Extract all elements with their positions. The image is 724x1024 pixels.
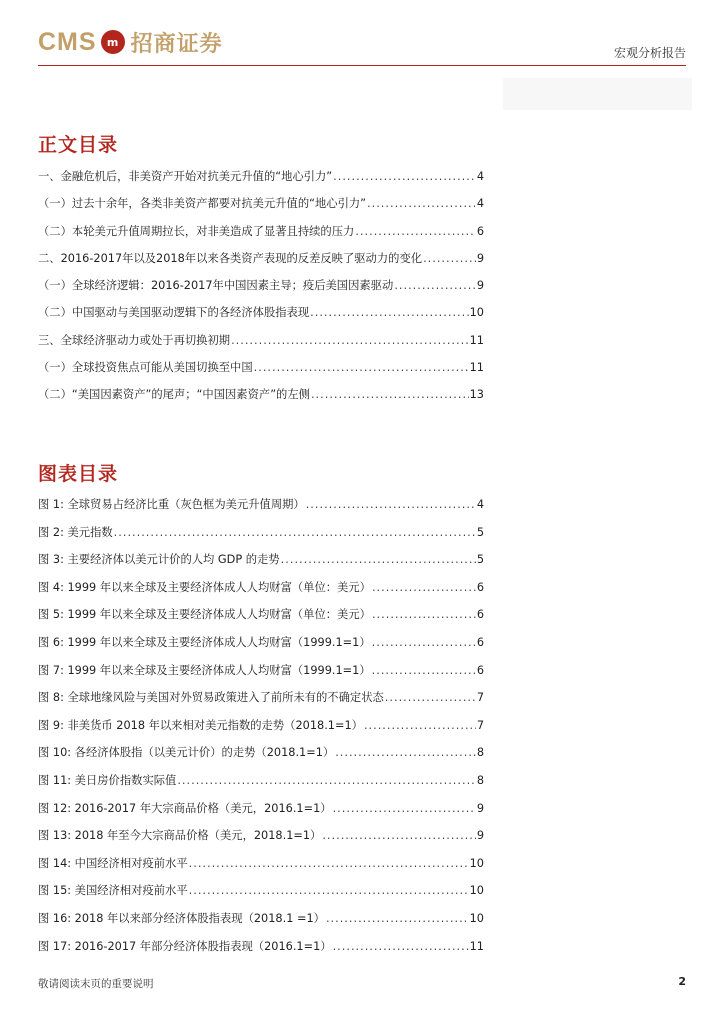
toc-figure-entry[interactable] <box>38 496 484 524</box>
toc-leader-dots <box>423 252 476 265</box>
toc-entry-page: 6 <box>476 663 484 677</box>
toc-entry-page: 10 <box>469 856 484 870</box>
toc-entry-text: 图 15: 美国经济相对疫前水平 <box>38 884 188 898</box>
toc-leader-dots <box>372 636 476 649</box>
toc-main-entry[interactable] <box>38 386 484 413</box>
toc-leader-dots <box>355 225 475 238</box>
toc-entry-text: 图 5: 1999 年以来全球及主要经济体成人人均财富（单位：美元） <box>38 608 371 622</box>
toc-entry-page: 7 <box>476 691 484 705</box>
toc-main-entry[interactable] <box>38 250 484 277</box>
toc-main-entry[interactable] <box>38 277 484 304</box>
toc-main-entry[interactable] <box>38 195 484 222</box>
toc-figure-entry[interactable] <box>38 524 484 552</box>
header-divider <box>38 65 686 66</box>
toc-leader-dots <box>364 719 476 732</box>
toc-entry-page: 11 <box>469 939 484 953</box>
toc-entry-page: 5 <box>476 553 484 567</box>
toc-leader-dots <box>189 857 469 870</box>
toc-entry-page: 10 <box>469 306 484 320</box>
toc-leader-dots <box>367 197 476 210</box>
toc-entry-text: 图 6: 1999 年以来全球及主要经济体成人人均财富（1999.1=1） <box>38 635 371 649</box>
toc-figure-entry[interactable] <box>38 882 484 910</box>
toc-entry-text: 图 9: 非美货币 2018 年以来相对美元指数的走势（2018.1=1） <box>38 718 363 732</box>
toc-entry-text: （二）本轮美元升值周期拉长，对非美造成了显著且持续的压力 <box>38 224 355 238</box>
toc-entry-page: 6 <box>476 608 484 622</box>
toc-entry-page: 11 <box>469 361 484 375</box>
toc-leader-dots <box>372 608 476 621</box>
toc-entry-text: 图 14: 中国经济相对疫前水平 <box>38 856 188 870</box>
logo-seal-icon: m <box>101 30 125 54</box>
toc-entry-page: 9 <box>476 801 484 815</box>
toc-figure-entry[interactable] <box>38 772 484 800</box>
toc-leader-dots <box>311 388 469 401</box>
footer-disclaimer: 敬请阅读末页的重要说明 <box>38 978 154 990</box>
toc-leader-dots <box>114 526 476 539</box>
toc-entry-text: （二）中国驱动与美国驱动逻辑下的各经济体股指表现 <box>38 306 310 320</box>
placeholder-box <box>503 78 692 110</box>
toc-leader-dots <box>306 498 476 511</box>
toc-entry-page: 9 <box>476 279 484 293</box>
toc-entry-page: 6 <box>476 224 484 238</box>
toc-leader-dots <box>372 581 476 594</box>
toc-main-entry[interactable] <box>38 168 484 195</box>
toc-main-entry[interactable] <box>38 223 484 250</box>
toc-figure-entry[interactable] <box>38 827 484 855</box>
logo-text: CMS <box>38 27 97 56</box>
toc-figure-entry[interactable] <box>38 717 484 745</box>
toc-leader-dots <box>189 884 469 897</box>
toc-entry-text: 图 8: 全球地缘风险与美国对外贸易政策进入了前所未有的不确定状态 <box>38 691 384 705</box>
toc-figure-entry[interactable] <box>38 579 484 607</box>
toc-entry-text: 图 16: 2018 年以来部分经济体股指表现（2018.1 =1） <box>38 911 325 925</box>
toc-figures-list <box>38 496 484 965</box>
toc-entry-text: 二、2016-2017年以及2018年以来各类资产表现的反差反映了驱动力的变化 <box>38 251 423 265</box>
toc-figure-entry[interactable] <box>38 551 484 579</box>
toc-leader-dots <box>335 746 476 759</box>
toc-leader-dots <box>177 774 475 787</box>
toc-main-entry[interactable] <box>38 359 484 386</box>
toc-main-title: 正文目录 <box>38 134 119 156</box>
toc-leader-dots <box>231 334 469 347</box>
toc-figure-entry[interactable] <box>38 910 484 938</box>
toc-leader-dots <box>333 940 469 953</box>
toc-entry-text: 图 12: 2016-2017 年大宗商品价格（美元，2016.1=1） <box>38 801 332 815</box>
toc-leader-dots <box>333 802 476 815</box>
toc-main-entry[interactable] <box>38 304 484 331</box>
toc-main-list <box>38 168 484 414</box>
toc-figure-entry[interactable] <box>38 634 484 662</box>
page-number: 2 <box>678 975 686 988</box>
toc-entry-page: 6 <box>476 580 484 594</box>
toc-entry-page: 10 <box>469 884 484 898</box>
toc-leader-dots <box>372 664 476 677</box>
toc-entry-text: （一）全球投资焦点可能从美国切换至中国 <box>38 361 253 375</box>
toc-leader-dots <box>326 912 469 925</box>
toc-entry-page: 4 <box>476 498 484 511</box>
toc-entry-text: 图 13: 2018 年至今大宗商品价格（美元，2018.1=1） <box>38 829 322 843</box>
toc-entry-page: 11 <box>469 333 484 347</box>
toc-leader-dots <box>322 829 475 842</box>
toc-entry-text: 图 7: 1999 年以来全球及主要经济体成人人均财富（1999.1=1） <box>38 663 371 677</box>
toc-leader-dots <box>254 361 469 374</box>
toc-leader-dots <box>281 553 476 566</box>
toc-entry-text: （一）过去十余年，各类非美资产都要对抗美元升值的“地心引力” <box>38 197 367 211</box>
toc-figure-entry[interactable] <box>38 744 484 772</box>
toc-entry-text: 三、全球经济驱动力或处于再切换初期 <box>38 333 231 347</box>
toc-entry-text: 图 10: 各经济体股指（以美元计价）的走势（2018.1=1） <box>38 746 335 760</box>
toc-main-entry[interactable] <box>38 332 484 359</box>
toc-figure-entry[interactable] <box>38 938 484 966</box>
toc-entry-text: 图 1: 全球贸易占经济比重（灰色框为美元升值周期） <box>38 498 305 511</box>
toc-entry-text: （二）“美国因素资产”的尾声；“中国因素资产”的左侧 <box>38 388 310 402</box>
toc-entry-text: 图 3: 主要经济体以美元计价的人均 GDP 的走势 <box>38 553 280 567</box>
toc-entry-page: 5 <box>476 525 484 539</box>
toc-figure-entry[interactable] <box>38 800 484 828</box>
toc-entry-text: 一、金融危机后，非美资产开始对抗美元升值的“地心引力” <box>38 170 333 183</box>
toc-entry-text: 图 4: 1999 年以来全球及主要经济体成人人均财富（单位：美元） <box>38 580 371 594</box>
toc-entry-page: 13 <box>469 388 484 402</box>
toc-leader-dots <box>385 691 476 704</box>
toc-leader-dots <box>310 306 468 319</box>
toc-entry-page: 9 <box>476 829 484 843</box>
toc-entry-page: 4 <box>476 170 484 183</box>
report-type: 宏观分析报告 <box>613 46 686 60</box>
toc-figure-entry[interactable] <box>38 606 484 634</box>
toc-leader-dots <box>333 170 476 183</box>
toc-entry-page: 8 <box>476 773 484 787</box>
page-header <box>38 26 686 66</box>
cms-logo <box>38 26 223 58</box>
toc-entry-text: （一）全球经济逻辑：2016-2017年中国因素主导；疫后美国因素驱动 <box>38 279 394 293</box>
toc-figure-entry[interactable] <box>38 689 484 717</box>
toc-leader-dots <box>394 279 476 292</box>
toc-entry-page: 8 <box>476 746 484 760</box>
toc-entry-text: 图 11: 美日房价指数实际值 <box>38 773 177 787</box>
toc-figure-entry[interactable] <box>38 662 484 690</box>
toc-entry-text: 图 17: 2016-2017 年部分经济体股指表现（2016.1=1） <box>38 939 332 953</box>
toc-entry-page: 7 <box>476 718 484 732</box>
toc-entry-text: 图 2: 美元指数 <box>38 525 113 539</box>
toc-entry-page: 6 <box>476 635 484 649</box>
toc-entry-page: 9 <box>476 251 484 265</box>
logo-chinese-name: 招商证券 <box>130 30 223 57</box>
toc-figures-title: 图表目录 <box>38 463 119 485</box>
toc-entry-page: 4 <box>476 197 484 211</box>
toc-figure-entry[interactable] <box>38 855 484 883</box>
toc-entry-page: 10 <box>469 911 484 925</box>
